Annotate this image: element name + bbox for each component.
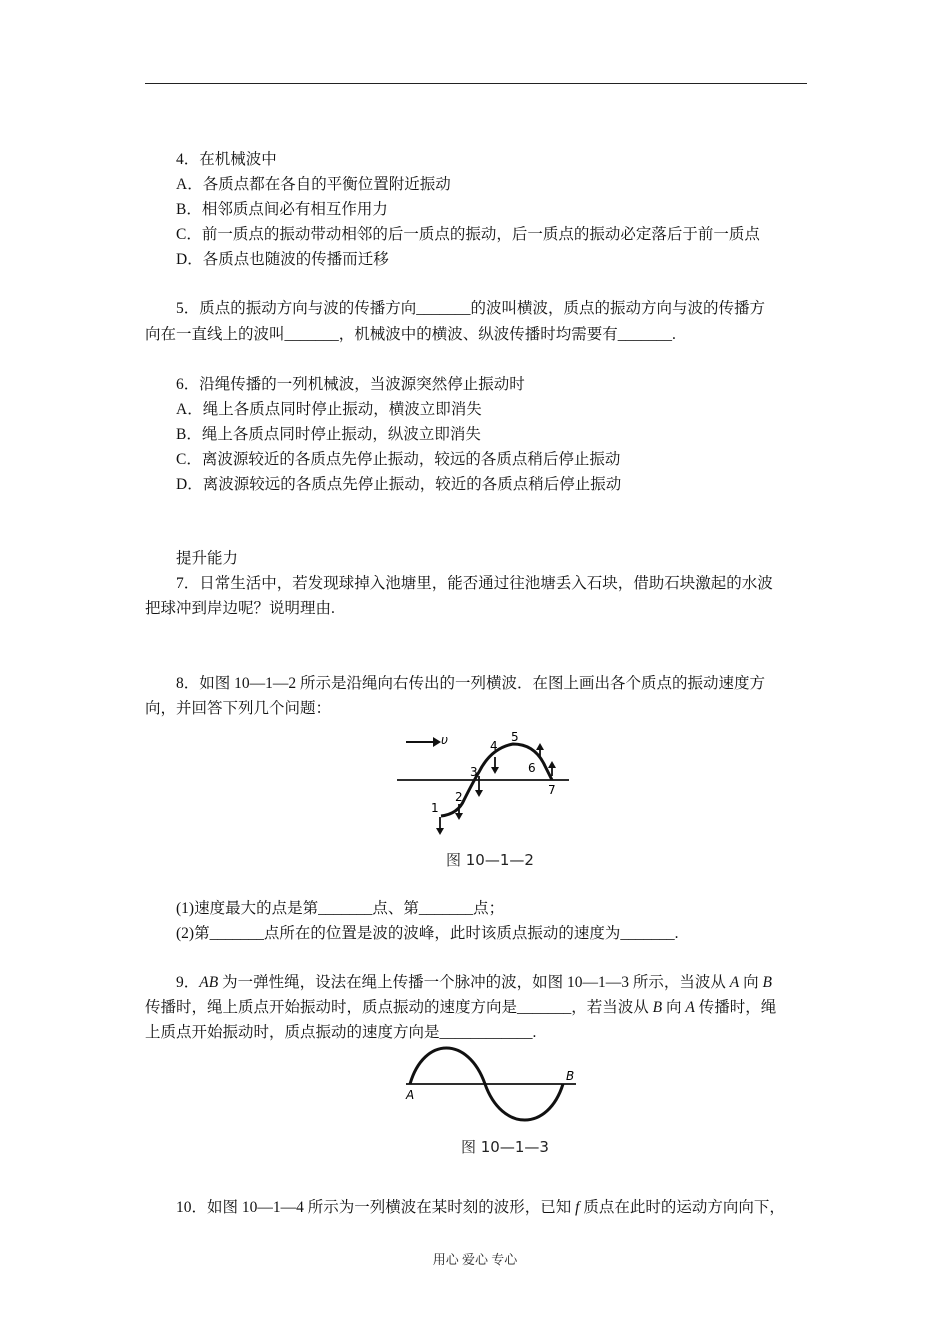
arrowhead-point-6 [548,761,556,768]
point-label-4: 4 [490,739,498,753]
q8-line2: 向，并回答下列几个问题： [145,700,332,717]
q9-line3: 上质点开始振动时，质点振动的速度方向是____________. [145,1024,537,1041]
page-footer: 用心 爱心 专心 [432,1252,518,1267]
point-label-7: 7 [548,783,556,797]
velocity-label: υ [441,733,448,747]
arrowhead-point-1 [436,828,444,835]
figure-10-1-3 [400,1046,584,1130]
q4-stem: 4．在机械波中 [176,151,277,168]
arrowhead-point-5 [536,743,544,750]
arrowhead-point-3 [475,790,483,797]
q7-line2: 把球冲到岸边呢？说明理由. [145,600,335,617]
figure-10-1-2-caption: 图 10—1—2 [446,851,534,869]
q4-option-c: C．前一质点的振动带动相邻的后一质点的振动，后一质点的振动必定落后于前一质点 [176,226,760,243]
point-label-2: 2 [455,790,463,804]
q4-option-b: B．相邻质点间必有相互作用力 [176,201,388,218]
arrowhead-point-2 [455,813,463,820]
q9-line2: 传播时，绳上质点开始振动时，质点振动的速度方向是_______，若当波从 B 向 A 传播时，绳 [145,999,777,1016]
arrowhead-point-4 [491,767,499,774]
point-label-1: 1 [431,801,439,815]
q6-option-b: B．绳上各质点同时停止振动，纵波立即消失 [176,426,481,443]
figure-10-1-2 [395,724,585,839]
velocity-arrowhead [433,737,441,747]
q7-line1: 7．日常生活中，若发现球掉入池塘里，能否通过往池塘丢入石块，借助石块激起的水波 [176,575,773,592]
q4-option-d: D．各质点也随波的传播而迁移 [176,251,389,268]
section-heading: 提升能力 [176,550,239,567]
q5-line1: 5．质点的振动方向与波的传播方向_______的波叫横波，质点的振动方向与波的传播方 [176,300,766,317]
q8-subquestion-1: (1)速度最大的点是第_______点、第_______点； [176,900,505,917]
q8-line1: 8．如图 10—1—2 所示是沿绳向右传出的一列横波．在图上画出各个质点的振动速度方 [176,675,766,692]
header-rule [145,83,807,84]
q5-line2: 向在一直线上的波叫_______，机械波中的横波、纵波传播时均需要有_______. [145,326,676,343]
point-label-6: 6 [528,761,536,775]
q6-stem: 6．沿绳传播的一列机械波，当波源突然停止振动时 [176,376,525,393]
point-label-3: 3 [470,765,478,779]
q6-option-a: A．绳上各质点同时停止振动，横波立即消失 [176,401,482,418]
figure-10-1-3-caption: 图 10—1—3 [461,1138,549,1156]
point-label-5: 5 [511,730,519,744]
q6-option-c: C．离波源较近的各质点先停止振动，较远的各质点稍后停止振动 [176,451,621,468]
q6-option-d: D．离波源较远的各质点先停止振动，较近的各质点稍后停止振动 [176,476,622,493]
q4-option-a: A．各质点都在各自的平衡位置附近振动 [176,176,451,193]
q9-line1: 9．AB 为一弹性绳，设法在绳上传播一个脉冲的波，如图 10—1—3 所示，当波从 A 向 B [176,974,772,991]
label-a: A [406,1088,415,1102]
q8-subquestion-2: (2)第_______点所在的位置是波的波峰，此时该质点振动的速度为_______. [176,925,679,942]
q10-line1: 10．如图 10—1—4 所示为一列横波在某时刻的波形，已知 f 质点在此时的运动方向向下， [176,1199,785,1216]
label-b: B [566,1069,575,1083]
